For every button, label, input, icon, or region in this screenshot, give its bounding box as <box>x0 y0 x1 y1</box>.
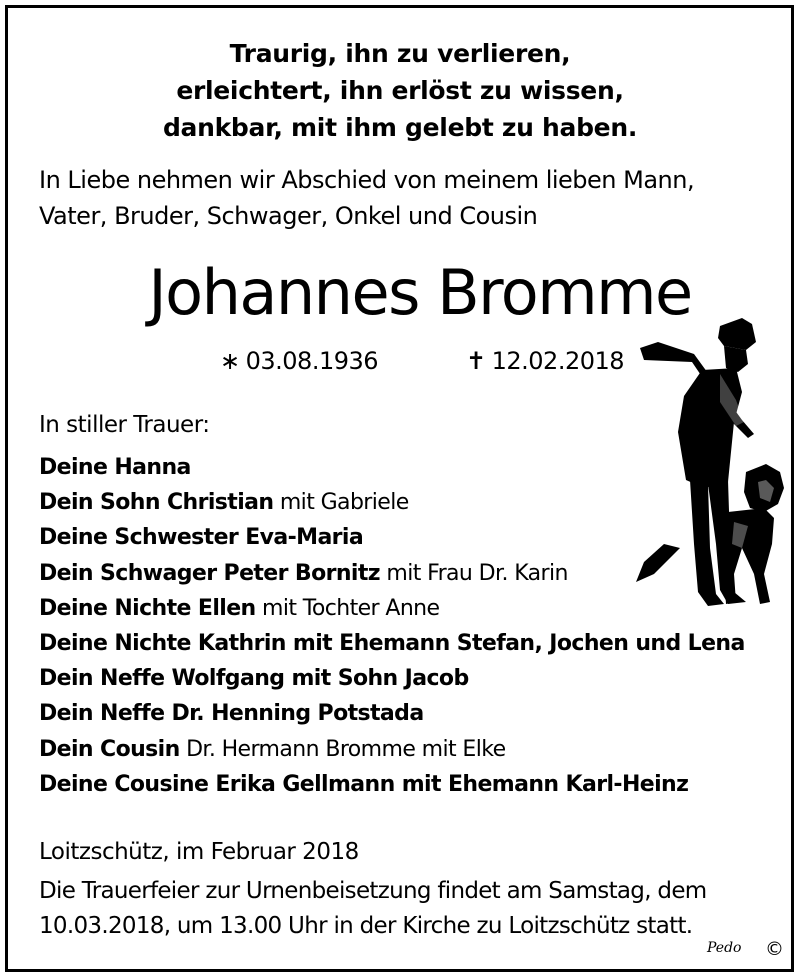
mourner-name: Dein Schwager Peter Bornitz <box>39 560 380 586</box>
mourner-detail: mit Frau Dr. Karin <box>380 560 568 586</box>
mourner-name: Deine Schwester Eva-Maria <box>39 525 364 551</box>
intro-line: In Liebe nehmen wir Abschied von meinem lieben Mann, <box>39 166 695 194</box>
publisher-signature: Pedo <box>707 940 742 956</box>
service-line: Die Trauerfeier zur Urnenbeisetzung findet am Samstag, dem <box>39 878 707 904</box>
birth-date-line <box>220 343 378 379</box>
mourner-name: Dein Neffe Dr. Henning Potstada <box>39 701 424 727</box>
mourners-list <box>39 450 745 802</box>
mourner-detail: mit Gabriele <box>273 490 409 516</box>
mourner-detail: Dr. Hermann Bromme mit Elke <box>179 736 506 762</box>
poem-line: erleichtert, ihn erlöst zu wissen, <box>176 76 624 105</box>
mourner-name: Deine Nichte Kathrin mit Ehemann Stefan, Jochen und Lena <box>39 631 745 657</box>
mourner-entry <box>39 732 745 767</box>
poem-line: dankbar, mit ihm gelebt zu haben. <box>162 113 638 142</box>
death-date: 12.02.2018 <box>491 347 625 375</box>
deceased-name: Johannes Bromme <box>148 256 692 329</box>
mourner-entry <box>39 556 745 591</box>
mourner-name: Dein Neffe Wolfgang mit Sohn Jacob <box>39 666 469 692</box>
place-and-date: Loitzschütz, im Februar 2018 <box>39 839 359 865</box>
mourner-entry <box>39 661 745 696</box>
service-line: 10.03.2018, um 13.00 Uhr in der Kirche zu Loitzschütz statt. <box>39 913 693 939</box>
birth-star-icon: ∗ <box>220 347 240 375</box>
mourner-name: Deine Cousine Erika Gellmann mit Ehemann Karl-Heinz <box>39 771 689 797</box>
mourner-entry <box>39 626 745 661</box>
memorial-poem <box>0 35 800 146</box>
mourner-name: Dein Sohn Christian <box>39 490 274 516</box>
intro-text <box>39 162 694 234</box>
death-date-line <box>466 343 624 379</box>
mourner-entry <box>39 520 745 555</box>
birth-date: 03.08.1936 <box>245 347 379 375</box>
mourner-name: Dein Cousin <box>39 736 180 762</box>
poem-line: Traurig, ihn zu verlieren, <box>229 39 571 68</box>
mourner-entry <box>39 591 745 626</box>
mourner-entry <box>39 450 745 485</box>
mourning-label: In stiller Trauer: <box>39 412 210 438</box>
mourner-entry <box>39 767 745 802</box>
intro-line: Vater, Bruder, Schwager, Onkel und Cousin <box>39 202 538 230</box>
death-cross-icon: ✝ <box>466 347 486 375</box>
mourner-name: Deine Nichte Ellen <box>39 595 256 621</box>
funeral-service-info <box>39 874 706 944</box>
mourner-entry <box>39 485 745 520</box>
copyright-icon: © <box>765 938 784 960</box>
mourner-name: Deine Hanna <box>39 455 191 480</box>
mourner-detail: mit Tochter Anne <box>255 595 440 621</box>
mourner-entry <box>39 696 745 731</box>
